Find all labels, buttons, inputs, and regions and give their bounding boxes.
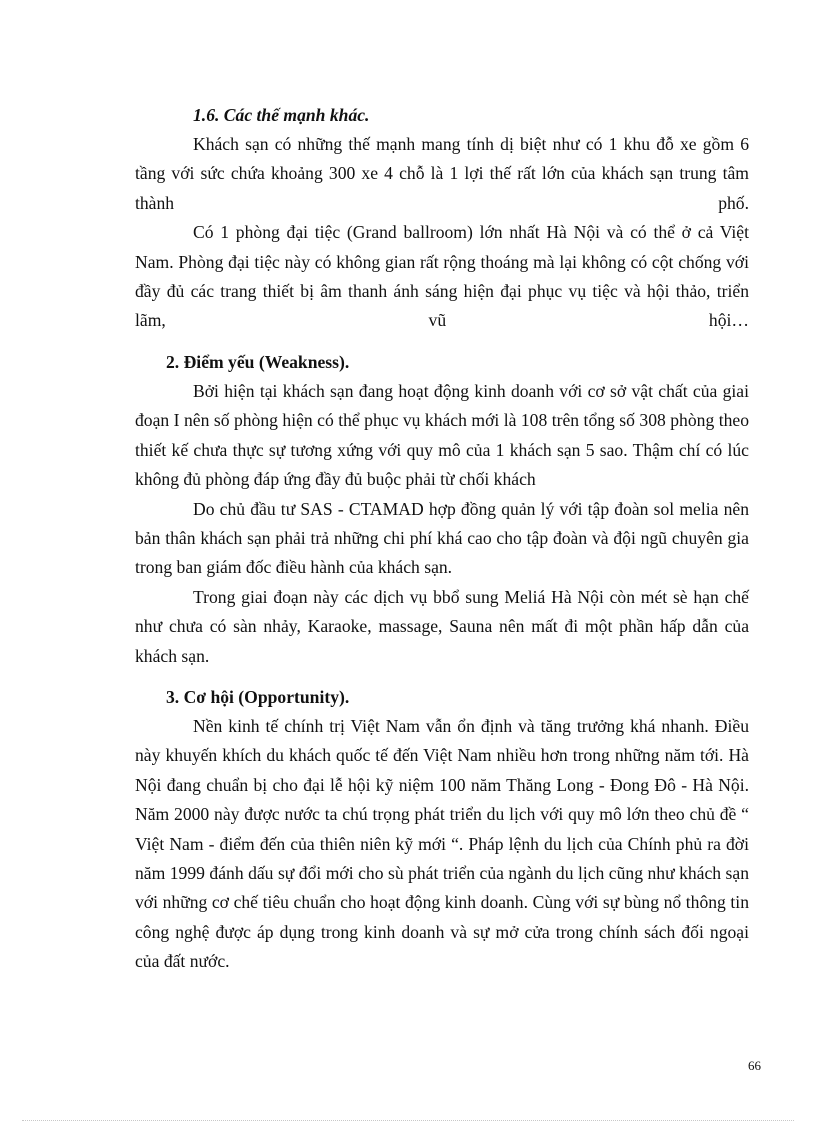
section-heading-strengths-other: 1.6. Các thế mạnh khác. xyxy=(193,105,370,125)
section-body-opportunity xyxy=(135,712,749,977)
paragraph: Nền kinh tế chính trị Việt Nam vẫn ổn định và tăng trưởng khá nhanh. Điều này khuyến khích du khách quốc tế đến Việt Nam nhiều hơn trong những năm tới. Hà Nội đang chuẩn bị cho đại lễ hội kỹ niệm 100 năm Thăng Long - Đong Đô - Hà Nội. Năm 2000 này được nước ta chú trọng phát triển du lịch với quy mô lớn theo chủ đề “ Việt Nam - điểm đến của thiên niên kỹ mới “. Pháp lệnh du lịch của Chính phủ ra đời năm 1999 đánh dấu sự đổi mới cho sù phát triển của ngành du lịch cũng như khách sạn với những cơ chế tiêu chuẩn cho hoạt động kinh doanh. Cùng với sự bùng nổ thông tin công nghệ được áp dụng trong kinh doanh và sự mở cửa trong chính sách đối ngoại của đất nước. xyxy=(135,716,749,972)
paragraph: Khách sạn có những thế mạnh mang tính dị biệt như có 1 khu đỗ xe gồm 6 tầng với sức chứa khoảng 300 xe 4 chỗ là 1 lợi thế rất lớn của khách sạn trung tâm thành phố. xyxy=(135,134,749,213)
footer-divider xyxy=(22,1120,794,1121)
section-body-strengths-other xyxy=(135,130,749,336)
page-number: 66 xyxy=(748,1058,761,1073)
paragraph: Trong giai đoạn này các dịch vụ bbổ sung Meliá Hà Nội còn mét sè hạn chế như chưa có sàn nhảy, Karaoke, massage, Sauna nên mất đi một phần hấp dẫn của khách sạn. xyxy=(135,586,749,666)
paragraph: Có 1 phòng đại tiệc (Grand ballroom) lớn nhất Hà Nội và có thể ở cả Việt Nam. Phòng đại tiệc này có không gian rất rộng thoáng mà lại không có cột chống với đầy đủ các trang thiết bị âm thanh ánh sáng hiện đại phục vụ tiệc và hội thảo, triển lãm, vũ hội… xyxy=(135,222,749,331)
section-body-weakness xyxy=(135,377,749,671)
section-heading-opportunity: 3. Cơ hội (Opportunity). xyxy=(166,687,350,707)
paragraph: Bởi hiện tại khách sạn đang hoạt động kinh doanh với cơ sở vật chất của giai đoạn I nên số phòng hiện có thể phục vụ khách mới là 108 trên tổng số 308 phòng theo thiết kế chưa thực sự tương xứng với quy mô của 1 khách sạn 5 sao. Thậm chí có lúc không đủ phòng đáp ứng đầy đủ buộc phải từ chối khách xyxy=(135,381,749,490)
section-heading-weakness: 2. Điểm yếu (Weakness). xyxy=(166,352,350,372)
paragraph: Do chủ đầu tư SAS - CTAMAD hợp đồng quản lý với tập đoàn sol melia nên bản thân khách sạn phải trả những chi phí khá cao cho tập đoàn và đội ngũ chuyên gia trong ban giám đốc điều hành của khách sạn. xyxy=(135,498,749,578)
